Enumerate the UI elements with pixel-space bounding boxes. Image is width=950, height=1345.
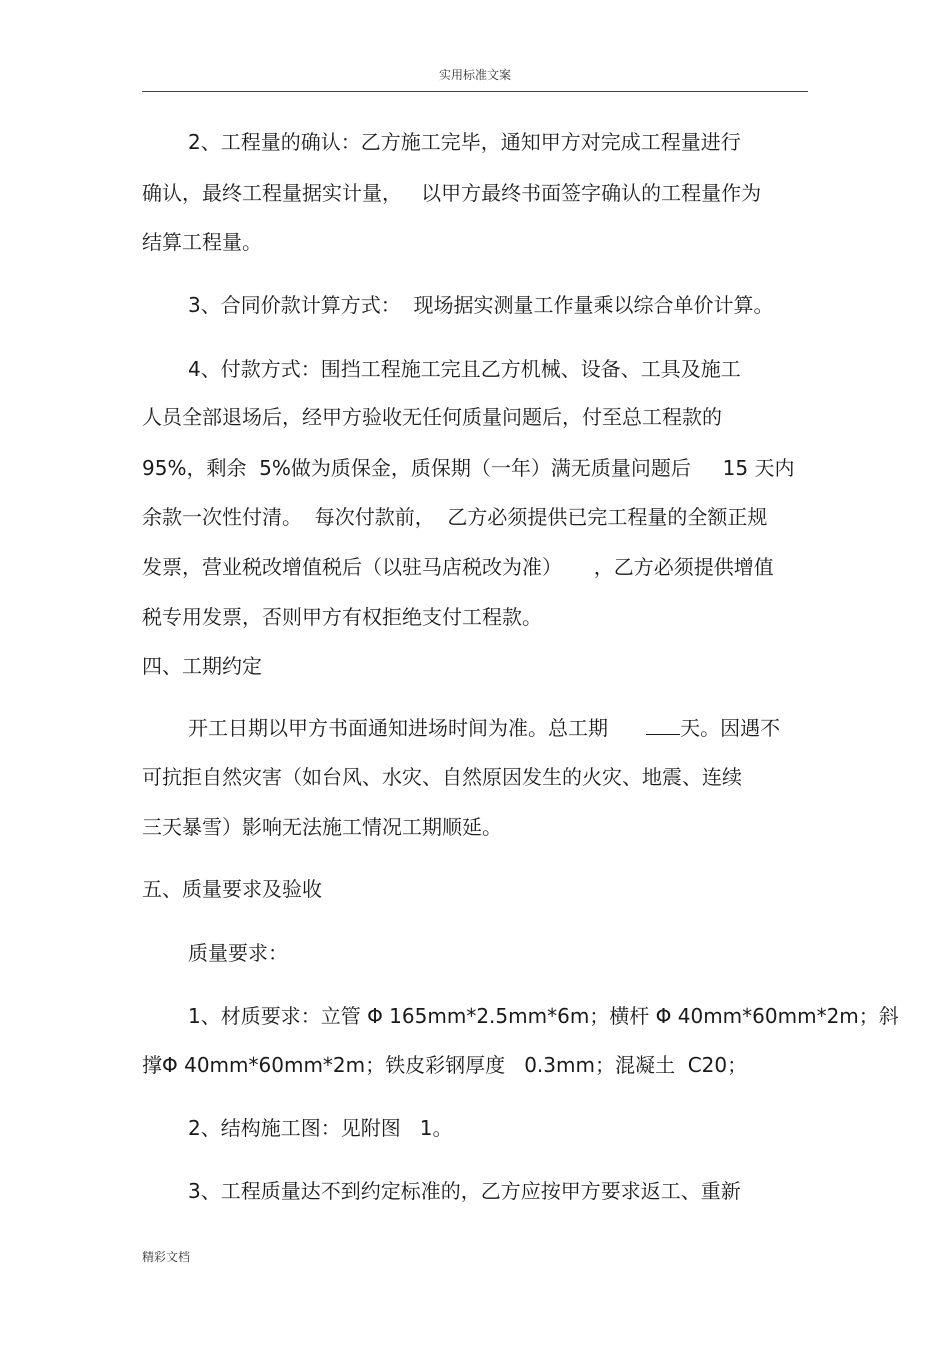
- text-line: [188, 716, 780, 740]
- text-line: 质量要求：: [188, 941, 288, 965]
- header-divider: [142, 91, 808, 92]
- text-line: 余款一次性付清。 每次付款前， 乙方必须提供已完工程量的全额正规: [142, 505, 768, 529]
- text-line: 95%，剩余 5%做为质保金，质保期（一年）满无质量问题后 15 天内: [142, 456, 795, 480]
- page-footer: 精彩文档: [142, 1250, 191, 1264]
- text-line: 三天暴雪）影响无法施工情况工期顺延。: [142, 815, 502, 839]
- blank-field: [646, 716, 680, 735]
- text-line: 2、结构施工图：见附图 1。: [188, 1116, 453, 1140]
- text-line: 2、工程量的确认：乙方施工完毕，通知甲方对完成工程量进行: [188, 130, 741, 154]
- text-line: 3、合同价款计算方式： 现场据实测量工作量乘以综合单价计算。: [188, 293, 774, 317]
- text-line: 可抗拒自然灾害（如台风、水灾、自然原因发生的火灾、地震、连续: [142, 765, 742, 789]
- text-line: 税专用发票，否则甲方有权拒绝支付工程款。: [142, 605, 542, 629]
- text-segment: 开工日期以甲方书面通知进场时间为准。总工期: [188, 716, 608, 740]
- text-line: 结算工程量。: [142, 230, 262, 254]
- text-line: 1、材质要求：立管 Φ 165mm*2.5mm*6m；横杆 Φ 40mm*60mm*2m；斜: [188, 1004, 899, 1028]
- section-heading: 四、工期约定: [142, 654, 262, 678]
- text-line: 确认，最终工程量据实计量， 以甲方最终书面签字确认的工程量作为: [142, 181, 762, 205]
- text-segment: 天。因遇不: [680, 716, 781, 740]
- text-line: 撑Φ 40mm*60mm*2m；铁皮彩钢厚度 0.3mm；混凝土 C20；: [142, 1053, 748, 1077]
- text-line: 发票，营业税改增值税后（以驻马店税改为准） ，乙方必须提供增值: [142, 555, 774, 579]
- text-line: 4、付款方式：围挡工程施工完且乙方机械、设备、工具及施工: [188, 357, 741, 381]
- text-line: 人员全部退场后，经甲方验收无任何质量问题后，付至总工程款的: [142, 405, 722, 429]
- text-line: 3、工程质量达不到约定标准的，乙方应按甲方要求返工、重新: [188, 1179, 741, 1203]
- page-header: 实用标准文案: [438, 68, 511, 82]
- section-heading: 五、质量要求及验收: [142, 877, 322, 901]
